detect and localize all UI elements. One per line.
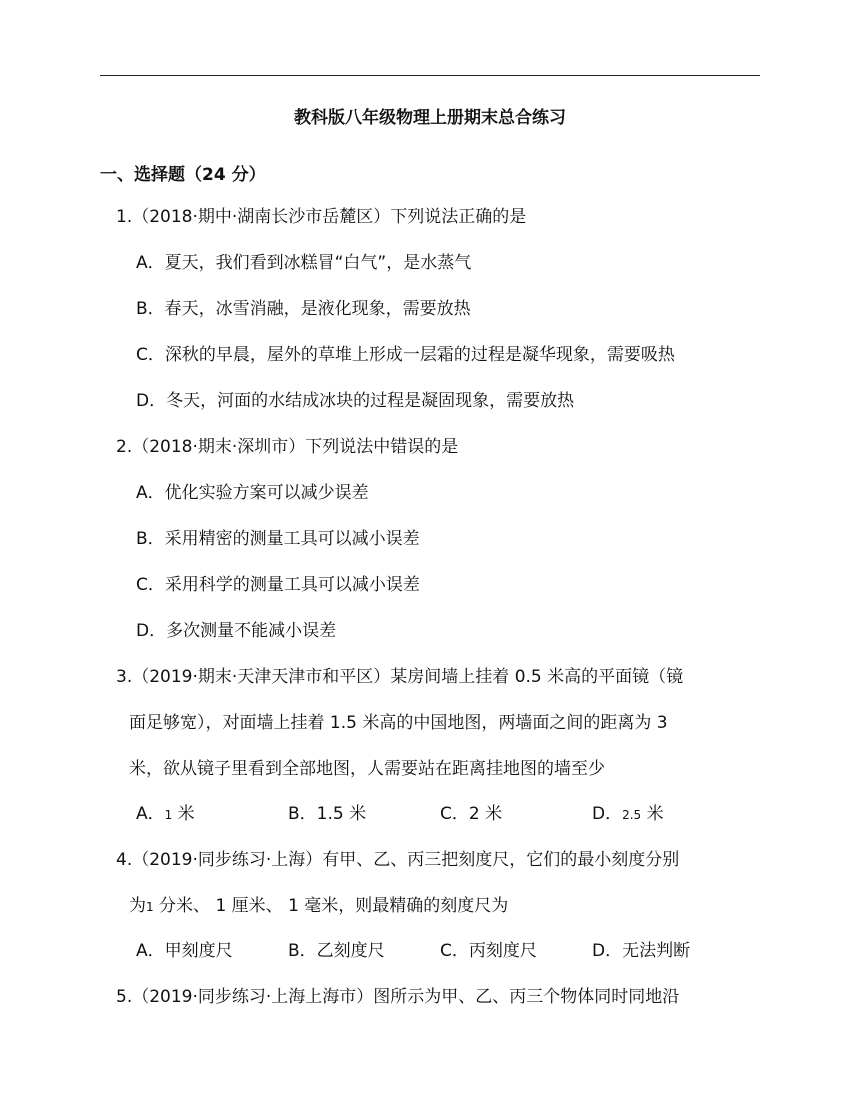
question-4-stem-line-2: 为1 分米、 1 厘米、 1 毫米，则最精确的刻度尺为 <box>129 896 509 916</box>
question-1-option-d[interactable]: D．冬天，河面的水结成冰块的过程是凝固现象，需要放热 <box>136 391 575 411</box>
question-4-option-b[interactable]: B．乙刻度尺 <box>288 941 385 961</box>
question-2-option-d[interactable]: D．多次测量不能减小误差 <box>136 621 337 641</box>
question-3-options <box>136 803 736 825</box>
page-title: 教科版八年级物理上册期末总合练习 <box>294 108 566 128</box>
question-2-stem: 2.（2018·期末·深圳市）下列说法中错误的是 <box>116 437 459 457</box>
question-1-option-b[interactable]: B．春天，冰雪消融，是液化现象，需要放热 <box>136 299 471 319</box>
question-4-option-a[interactable]: A．甲刻度尺 <box>136 941 233 961</box>
question-3-option-d[interactable]: D．2.5 米 <box>592 804 664 824</box>
question-5-stem: 5.（2019·同步练习·上海上海市）图所示为甲、乙、丙三个物体同时同地沿 <box>116 987 680 1007</box>
question-2-option-a[interactable]: A．优化实验方案可以减少误差 <box>136 483 369 503</box>
question-3-stem-line-3: 米，欲从镜子里看到全部地图，人需要站在距离挂地图的墙至少 <box>129 759 605 779</box>
section-heading: 一、选择题（24 分） <box>100 165 266 185</box>
question-4-option-c[interactable]: C．丙刻度尺 <box>440 941 537 961</box>
question-3-option-a[interactable]: A．1 米 <box>136 804 195 824</box>
header-rule <box>100 75 760 76</box>
question-1-option-c[interactable]: C．深秋的早晨，屋外的草堆上形成一层霜的过程是凝华现象，需要吸热 <box>136 345 675 365</box>
question-4-option-d[interactable]: D．无法判断 <box>592 941 691 961</box>
question-2-option-b[interactable]: B．采用精密的测量工具可以减小误差 <box>136 529 420 549</box>
question-1-stem: 1.（2018·期中·湖南长沙市岳麓区）下列说法正确的是 <box>116 207 527 227</box>
question-3-option-b[interactable]: B．1.5 米 <box>288 804 367 824</box>
question-3-stem-line-2: 面足够宽），对面墙上挂着 1.5 米高的中国地图，两墙面之间的距离为 3 <box>129 713 668 733</box>
question-1-option-a[interactable]: A．夏天，我们看到冰糕冒“白气”，是水蒸气 <box>136 253 472 273</box>
question-4-options <box>136 940 736 962</box>
question-3-stem-line-1: 3.（2019·期末·天津天津市和平区）某房间墙上挂着 0.5 米高的平面镜（镜 <box>116 667 684 687</box>
question-3-option-c[interactable]: C．2 米 <box>440 804 503 824</box>
question-4-stem-line-1: 4.（2019·同步练习·上海）有甲、乙、丙三把刻度尺，它们的最小刻度分别 <box>116 850 680 870</box>
question-2-option-c[interactable]: C．采用科学的测量工具可以减小误差 <box>136 575 420 595</box>
